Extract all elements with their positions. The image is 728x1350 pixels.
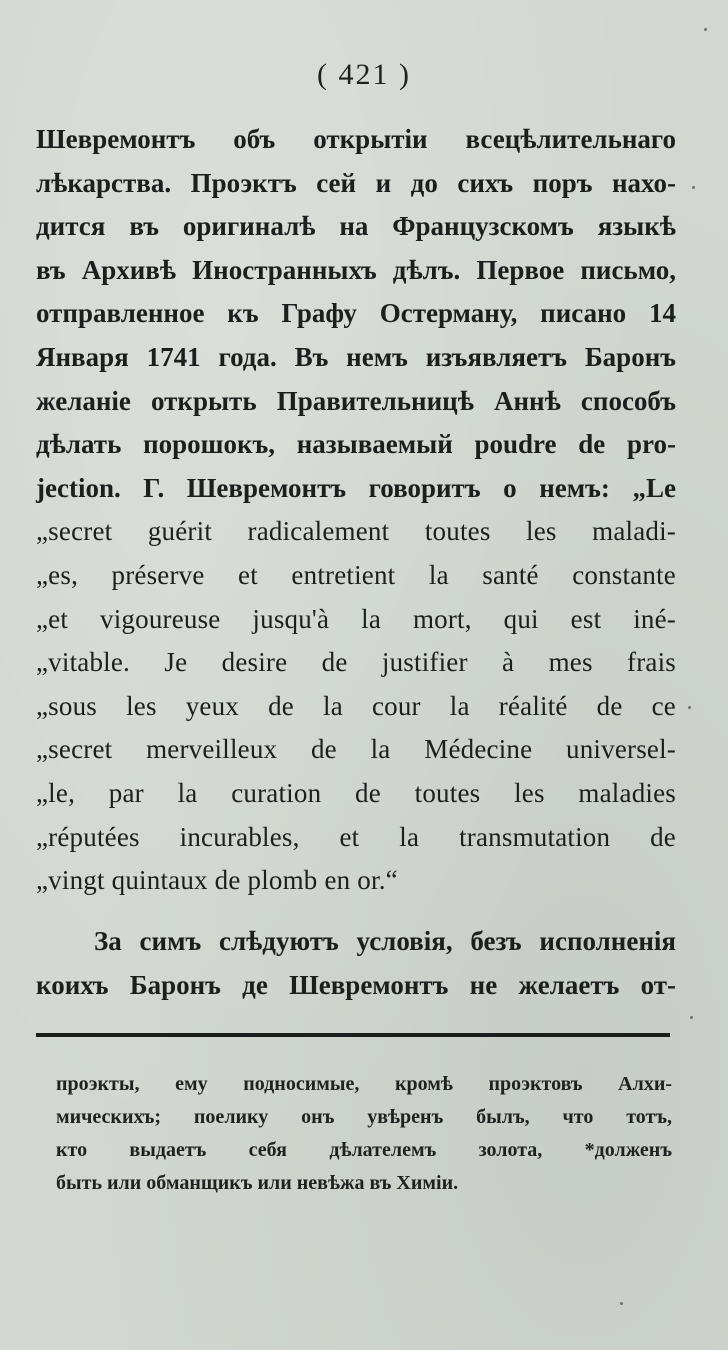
text-line: „es, préserve et entretient la santé constante bbox=[36, 559, 676, 590]
text-line: „secret merveilleux de la Médecine universel- bbox=[36, 734, 676, 765]
text-line: дится въ оригиналѣ на Французскомъ языкѣ bbox=[36, 211, 676, 242]
text-line: Января 1741 года. Въ немъ изъявляетъ Баронъ bbox=[36, 341, 676, 372]
footnote-line: кто выдаетъ себя дѣлателемъ золота, *долженъ bbox=[56, 1139, 672, 1161]
text-line: „vingt quintaux de plomb en or.“ bbox=[36, 865, 398, 896]
text-line: Шевремонтъ объ открытіи всецѣлительнаго bbox=[36, 124, 676, 154]
footnote-line: мическихъ; поелику онъ увѣренъ былъ, что тотъ, bbox=[56, 1106, 672, 1128]
text-line: желаніе открыть Правительницѣ Аннѣ способъ bbox=[36, 385, 676, 416]
text-line: въ Архивѣ Иностранныхъ дѣлъ. Первое письмо, bbox=[36, 254, 676, 285]
text-line: „et vigoureuse jusqu'à la mort, qui est iné- bbox=[36, 603, 676, 634]
footnote-line: проэкты, ему подносимые, кромѣ проэктовъ Алхи- bbox=[56, 1073, 672, 1095]
text-line: jection. Г. Шевремонтъ говоритъ о немъ: „Le bbox=[36, 472, 676, 503]
page-number: ( 421 ) bbox=[317, 58, 411, 91]
text-line: лѣкарства. Проэктъ сей и до сихъ поръ нахо- bbox=[36, 167, 676, 198]
text-line: коихъ Баронъ де Шевремонтъ не желаетъ от- bbox=[36, 969, 676, 1000]
text-line: „sous les yeux de la cour la réalité de ce bbox=[36, 690, 676, 721]
text-line: „réputées incurables, et la transmutation de bbox=[36, 821, 676, 852]
text-line: „secret guérit radicalement toutes les maladi- bbox=[36, 516, 676, 547]
main-paragraph bbox=[36, 118, 676, 903]
text-line: За симъ слѣдуютъ условія, безъ исполненія bbox=[94, 926, 676, 956]
text-line: „le, par la curation de toutes les maladies bbox=[36, 777, 676, 808]
text-line: дѣлать порошокъ, называемый poudre de pro- bbox=[36, 429, 676, 460]
footnote bbox=[56, 1068, 672, 1200]
text-line: отправленное къ Графу Остерману, писано 14 bbox=[36, 298, 676, 329]
text-line: „vitable. Je desire de justifier à mes frais bbox=[36, 647, 676, 678]
footnote-divider bbox=[36, 1033, 670, 1037]
second-paragraph bbox=[36, 920, 676, 1007]
footnote-line: быть или обманщикъ или невѣжа въ Химіи. bbox=[56, 1172, 459, 1194]
